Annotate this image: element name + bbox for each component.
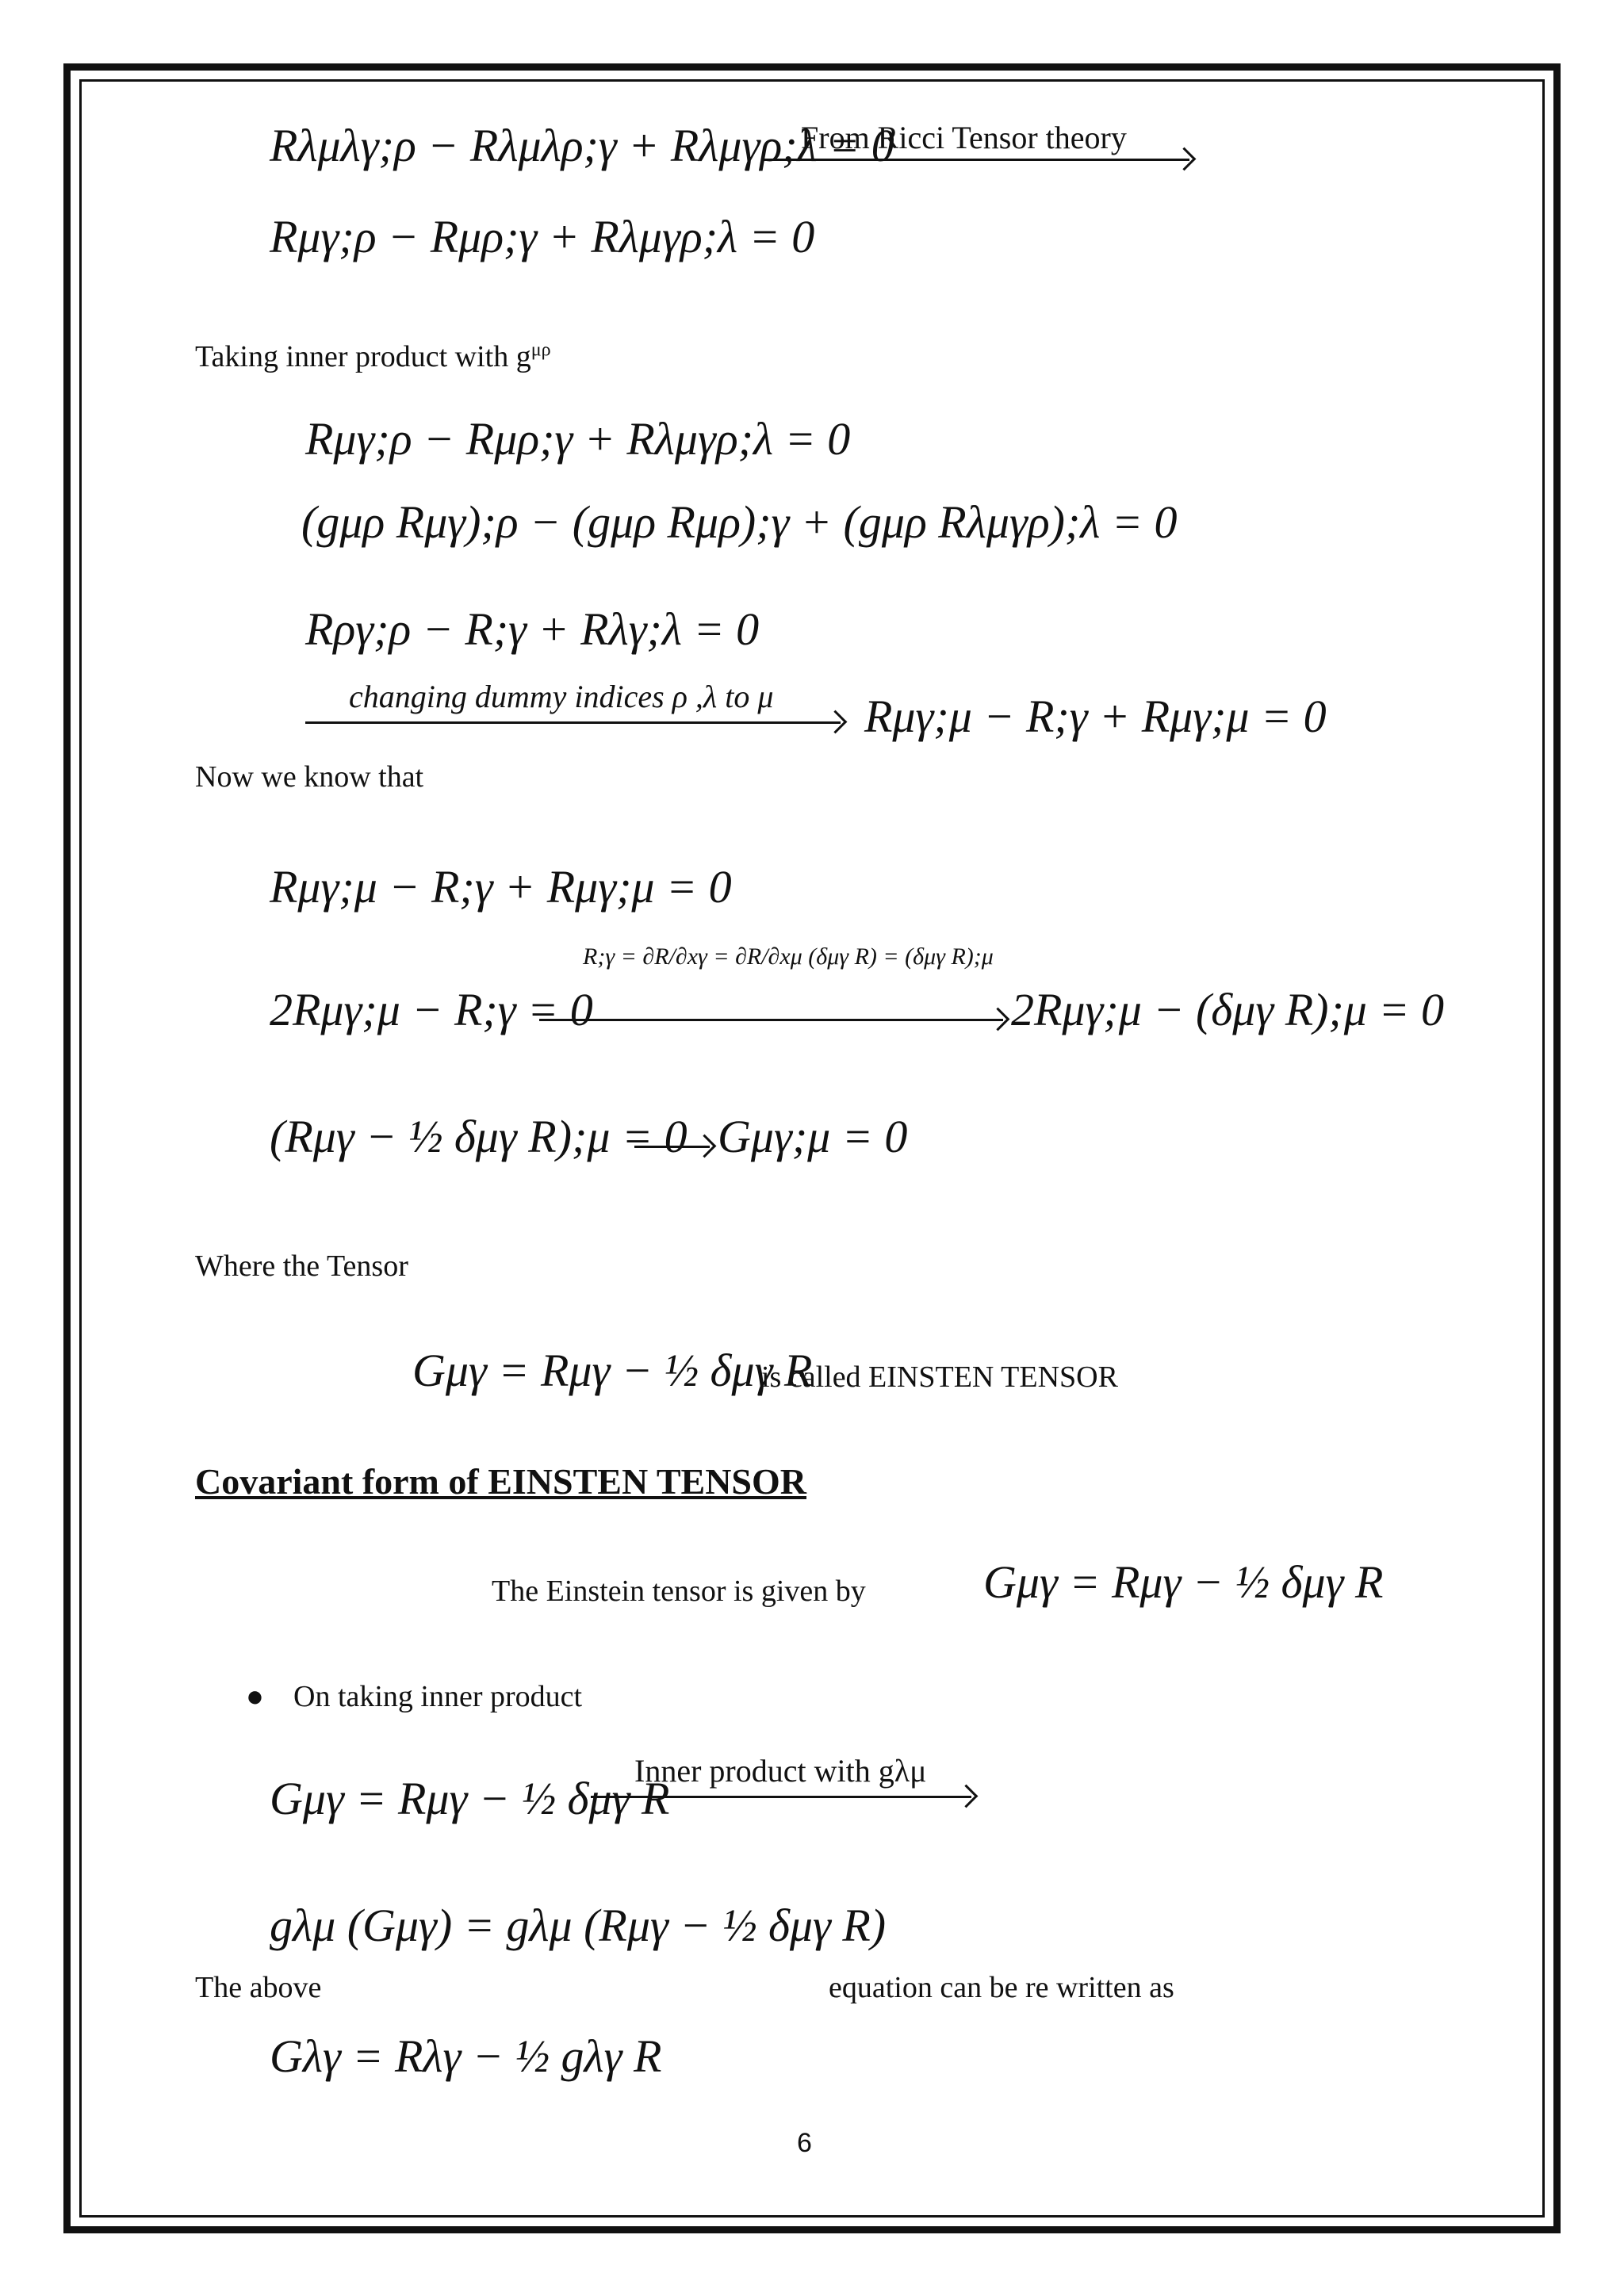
- section-heading: Covariant form of EINSTEN TENSOR: [195, 1461, 806, 1502]
- arrow-right-icon: [591, 1796, 971, 1798]
- bullet-icon: ●: [246, 1680, 264, 1713]
- text-rewritten: equation can be re written as: [829, 1971, 1174, 2004]
- equation-2r-left: 2Rμγ;μ − R;γ = 0: [270, 984, 593, 1035]
- text-now-we-know: Now we know that: [195, 760, 424, 794]
- equation-einstein-divergence: Gμγ;μ = 0: [718, 1111, 908, 1162]
- equation-inner-product: (gμρ Rμγ);ρ − (gμρ Rμρ);γ + (gμρ Rλμγρ);λ = 0: [301, 496, 1178, 548]
- arrow-right-icon: [539, 1019, 1003, 1021]
- equation-dummy-changed: Rμγ;μ − R;γ + Rμγ;μ = 0: [864, 691, 1327, 742]
- arrow-label-ricci: From Ricci Tensor theory: [801, 120, 1127, 155]
- equation-g-product: gλμ (Gμγ) = gλμ (Rμγ − ½ δμγ R): [270, 1900, 887, 1951]
- equation-bianchi: Rλμλγ;ρ − Rλμλρ;γ + Rλμγρ;λ = 0: [270, 120, 894, 171]
- text-taking-inner: Taking inner product with $g^{\mu\rho}$: [195, 339, 551, 373]
- equation-contracted: Rμγ;ρ − Rμρ;γ + Rλμγρ;λ = 0: [270, 211, 815, 262]
- arrow-label-dummy: changing dummy indices ρ ,λ to μ: [349, 679, 774, 714]
- arrow-label-derivative: R;γ = ∂R/∂xγ = ∂R/∂xμ (δμγ R) = (δμγ R);μ: [583, 943, 994, 970]
- equation-raised: Rργ;ρ − R;γ + Rλγ;λ = 0: [305, 603, 760, 655]
- equation-contracted-2: Rμγ;ρ − Rμρ;γ + Rλμγρ;λ = 0: [305, 413, 851, 465]
- equation-divergence: (Rμγ − ½ δμγ R);μ = 0: [270, 1111, 688, 1162]
- equation-start: Rμγ;μ − R;γ + Rμγ;μ = 0: [270, 861, 732, 913]
- equation-given: Gμγ = Rμγ − ½ δμγ R: [983, 1556, 1384, 1608]
- equation-inner-start: Gμγ = Rμγ − ½ δμγ R: [270, 1773, 670, 1824]
- arrow-label-inner: Inner product with gλμ: [634, 1753, 927, 1789]
- equation-einstein-def: Gμγ = Rμγ − ½ δμγ R: [412, 1345, 813, 1396]
- text-given-by: The Einstein tensor is given by: [492, 1575, 866, 1608]
- text-the-above: The above: [195, 1971, 322, 2004]
- equation-2r-right: 2Rμγ;μ − (δμγ R);μ = 0: [1011, 984, 1445, 1035]
- arrow-right-icon: [761, 159, 1189, 161]
- equation-covariant-einstein: Gλγ = Rλγ − ½ gλγ R: [270, 2030, 662, 2082]
- arrow-right-icon: [305, 721, 841, 724]
- page-number: 6: [797, 2128, 812, 2158]
- text-is-called: is called EINSTEN TENSOR: [761, 1360, 1118, 1394]
- text-where-tensor: Where the Tensor: [195, 1249, 408, 1283]
- text-bullet: On taking inner product: [293, 1680, 583, 1713]
- arrow-right-icon: [634, 1146, 710, 1148]
